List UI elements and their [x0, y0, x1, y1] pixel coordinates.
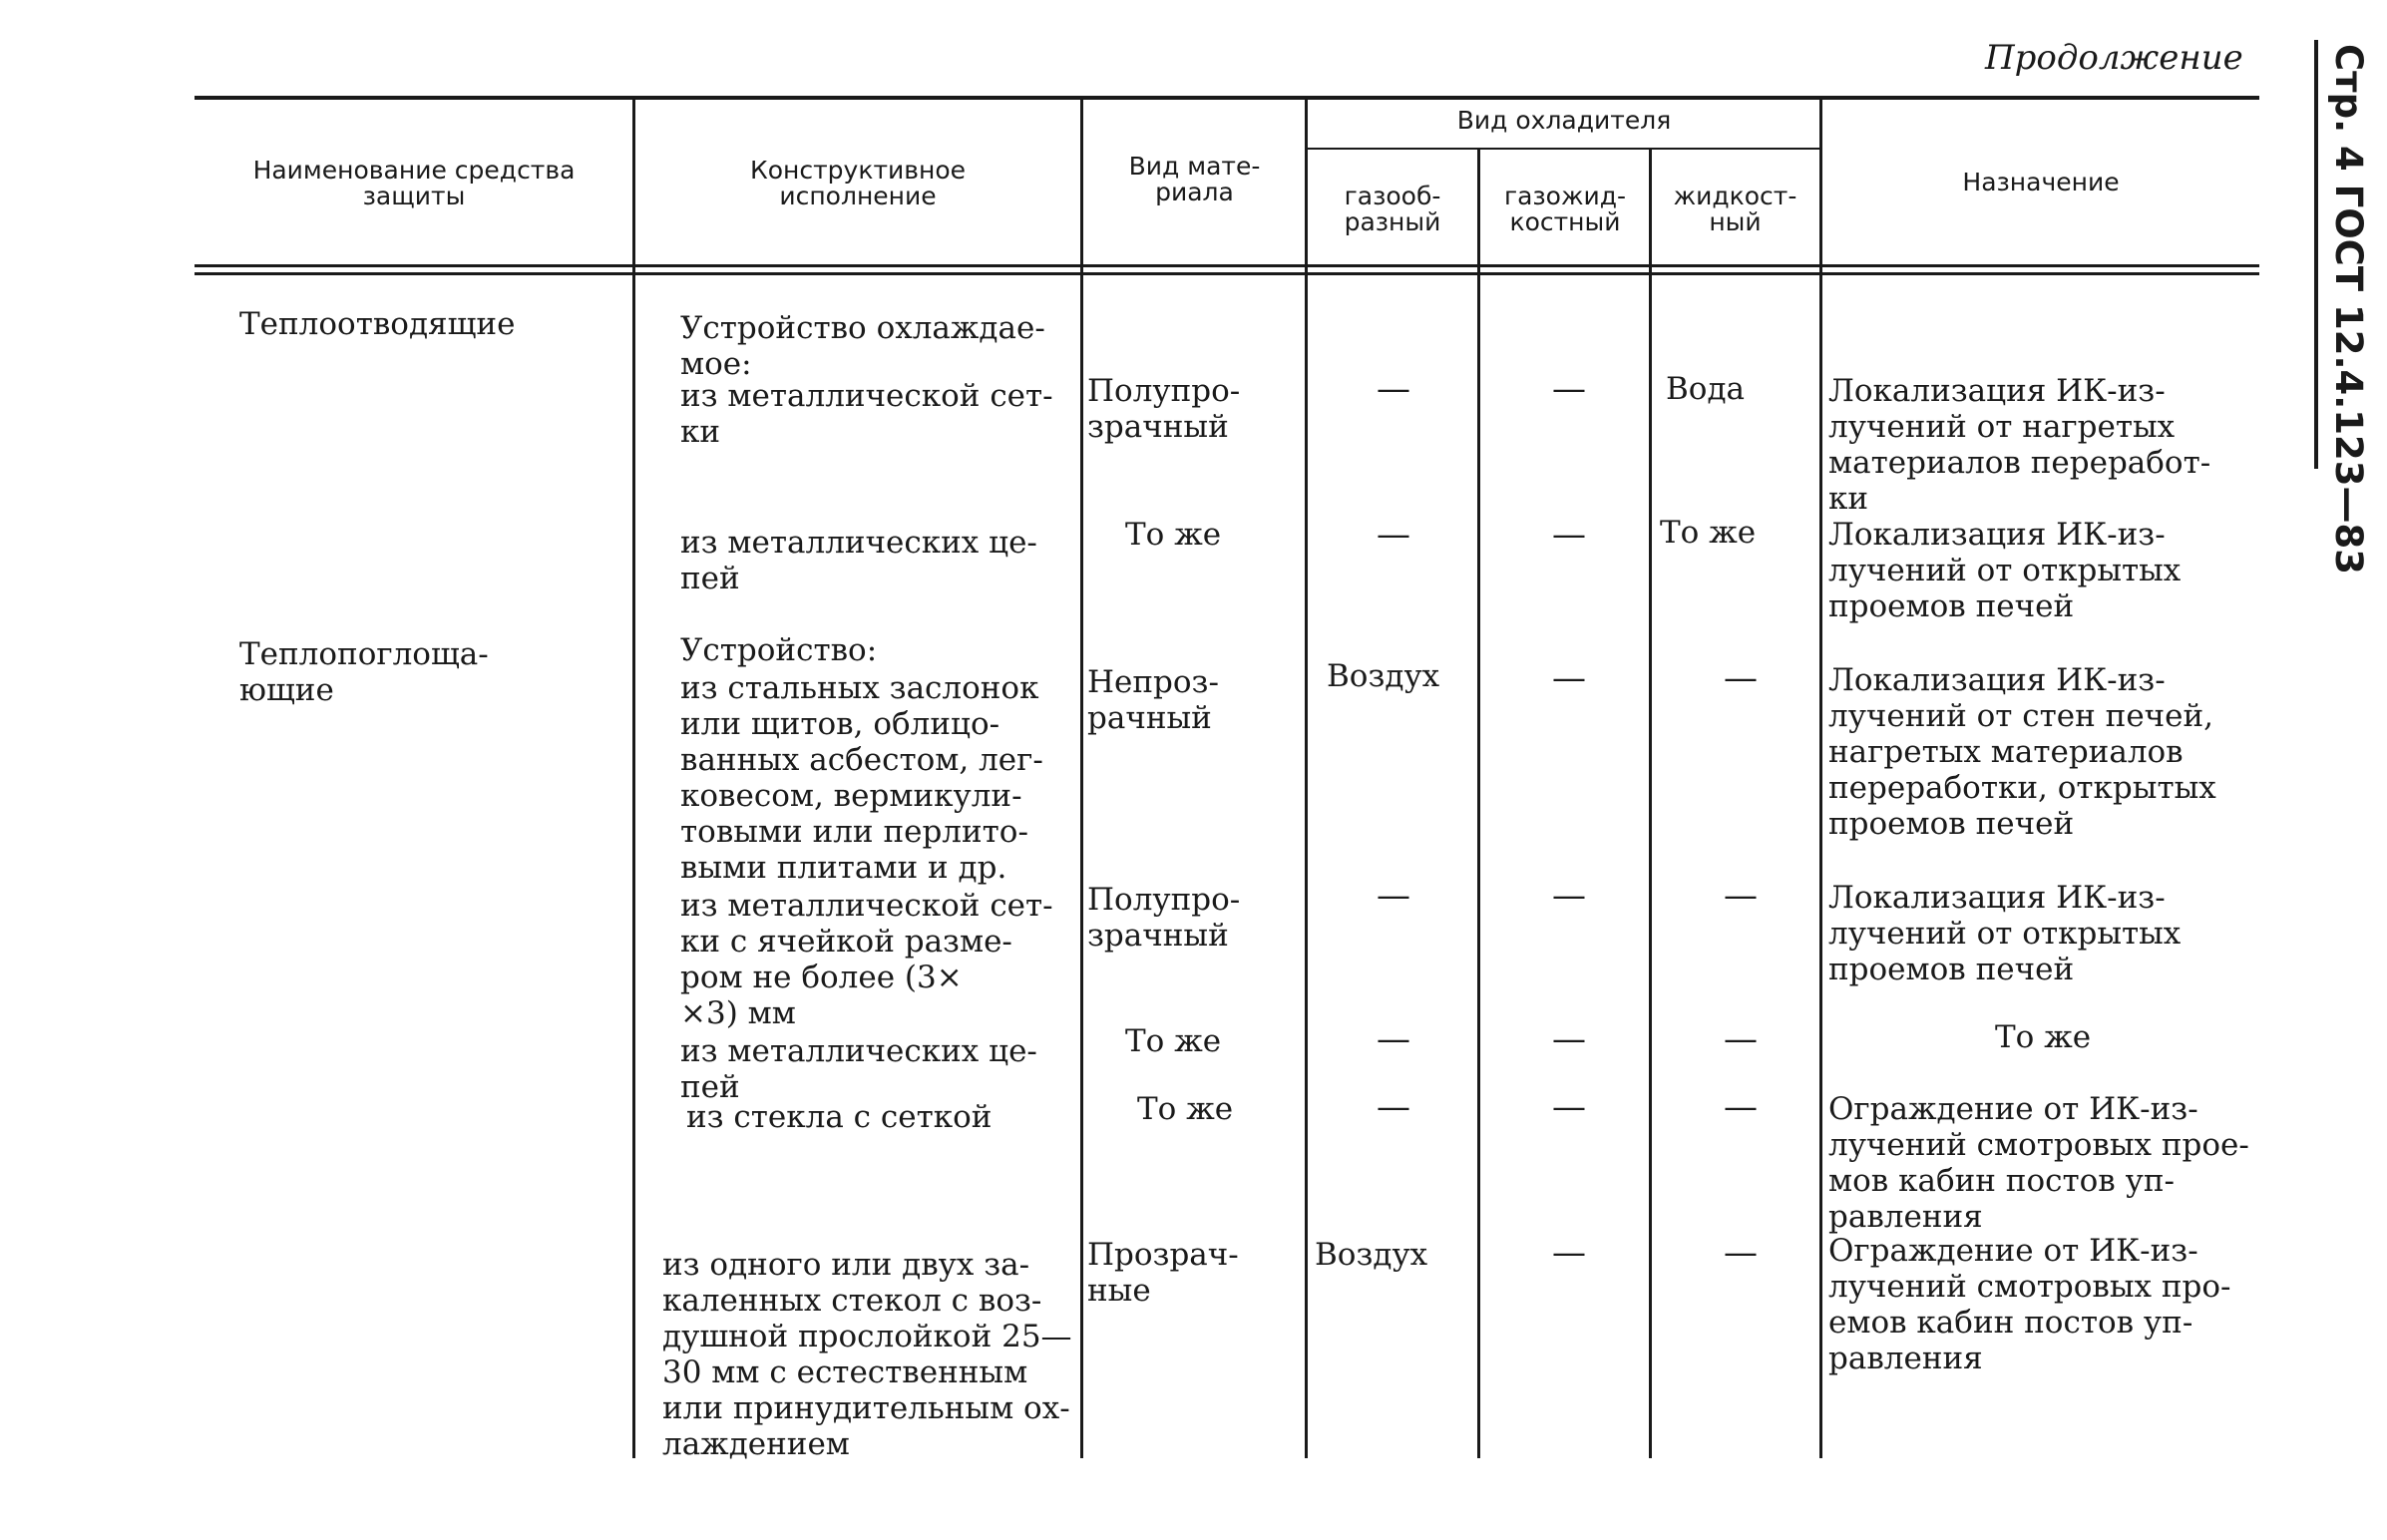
header-name: Наименование средства защиты	[252, 156, 576, 210]
row-liquid: —	[1724, 1019, 1758, 1059]
row-gas-liquid: —	[1552, 1233, 1586, 1273]
row-purpose: Локализация ИК-из- лучений от открытых проемов печей	[1828, 517, 2182, 624]
row-gas: —	[1377, 876, 1410, 916]
row-design: из металлической сет- ки	[680, 378, 1053, 450]
col-rule-2	[1080, 100, 1083, 1458]
row-gas-liquid: —	[1552, 876, 1586, 916]
row-gas-liquid: —	[1552, 658, 1586, 698]
group-design-heading: Устройство:	[680, 632, 878, 668]
row-purpose: Ограждение от ИК-из- лучений смотровых про- емов кабин постов уп- равления	[1828, 1233, 2231, 1376]
header-coolant-group: Вид охладителя	[1456, 106, 1672, 135]
row-design: из металлических це- пей	[680, 525, 1037, 596]
header-gas-liquid: газожид- костный	[1503, 182, 1627, 236]
row-gas-liquid: —	[1552, 1087, 1586, 1127]
header-bottom-rule-2	[195, 272, 2259, 275]
row-liquid: То же	[1660, 515, 1757, 551]
row-design: из стекла с сеткой	[686, 1099, 993, 1135]
side-rule	[2314, 40, 2318, 469]
col-rule-5	[1649, 150, 1652, 1458]
row-material: Полупро- зрачный	[1087, 882, 1241, 954]
row-design: из металлических це- пей	[680, 1033, 1037, 1105]
row-material: То же	[1137, 1091, 1234, 1127]
row-gas: —	[1377, 369, 1410, 409]
row-gas-liquid: —	[1552, 1019, 1586, 1059]
row-material: Прозрач- ные	[1087, 1237, 1239, 1309]
row-gas: —	[1377, 1087, 1410, 1127]
header-material: Вид мате- риала	[1128, 152, 1261, 206]
coolant-group-rule	[1307, 148, 1821, 150]
group-design-heading: Устройство охлаждае- мое:	[680, 310, 1045, 382]
row-design: из одного или двух за- каленных стекол с воз- душной прослойкой 25— 30 мм с естественным или принудительным ох- лаждением	[662, 1247, 1072, 1462]
row-material: Непроз- рачный	[1087, 664, 1219, 736]
row-liquid: Вода	[1666, 371, 1746, 407]
row-purpose: Локализация ИК-из- лучений от стен печей, нагретых материалов переработки, открытых проемов печей	[1828, 662, 2216, 842]
row-gas: Воздух	[1327, 658, 1440, 694]
row-material: То же	[1125, 517, 1222, 553]
group-name: Теплоотводящие	[239, 306, 516, 342]
col-rule-6	[1819, 100, 1822, 1458]
row-material: То же	[1125, 1023, 1222, 1059]
continuation-label: Продолжение	[1985, 38, 2243, 78]
row-liquid: —	[1724, 1233, 1758, 1273]
header-gas: газооб- разный	[1344, 182, 1441, 236]
row-gas: —	[1377, 1019, 1410, 1059]
group-name: Теплопоглоща- ющие	[239, 636, 489, 708]
col-rule-4	[1477, 150, 1480, 1458]
header-purpose: Назначение	[1962, 168, 2120, 196]
row-material: Полупро- зрачный	[1087, 373, 1241, 445]
row-liquid: —	[1724, 876, 1758, 916]
row-gas: Воздух	[1315, 1237, 1428, 1273]
row-liquid: —	[1724, 658, 1758, 698]
row-design: из металлической сет- ки с ячейкой разме- ром не более (3× ×3) мм	[680, 888, 1053, 1031]
row-liquid: —	[1724, 1087, 1758, 1127]
row-purpose: То же	[1995, 1019, 2092, 1055]
col-rule-1	[632, 100, 635, 1458]
table-top-rule	[195, 96, 2259, 100]
row-purpose: Локализация ИК-из- лучений от открытых проемов печей	[1828, 880, 2182, 987]
col-rule-3	[1305, 100, 1308, 1458]
row-gas: —	[1377, 515, 1410, 555]
header-bottom-rule-1	[195, 264, 2259, 267]
row-design: из стальных заслонок или щитов, облицо- ванных асбестом, лег- ковесом, вермикули- товыми или перлито- выми плитами и др.	[680, 670, 1043, 886]
row-gas-liquid: —	[1552, 369, 1586, 409]
row-gas-liquid: —	[1552, 515, 1586, 555]
header-liquid: жидкост- ный	[1673, 182, 1797, 236]
row-purpose: Локализация ИК-из- лучений от нагретых материалов переработ- ки	[1828, 373, 2211, 517]
side-caption: Стр. 4 ГОСТ 12.4.123—83	[2327, 44, 2370, 576]
row-purpose: Ограждение от ИК-из- лучений смотровых прое- мов кабин постов уп- равления	[1828, 1091, 2249, 1235]
header-design: Конструктивное исполнение	[749, 156, 967, 210]
